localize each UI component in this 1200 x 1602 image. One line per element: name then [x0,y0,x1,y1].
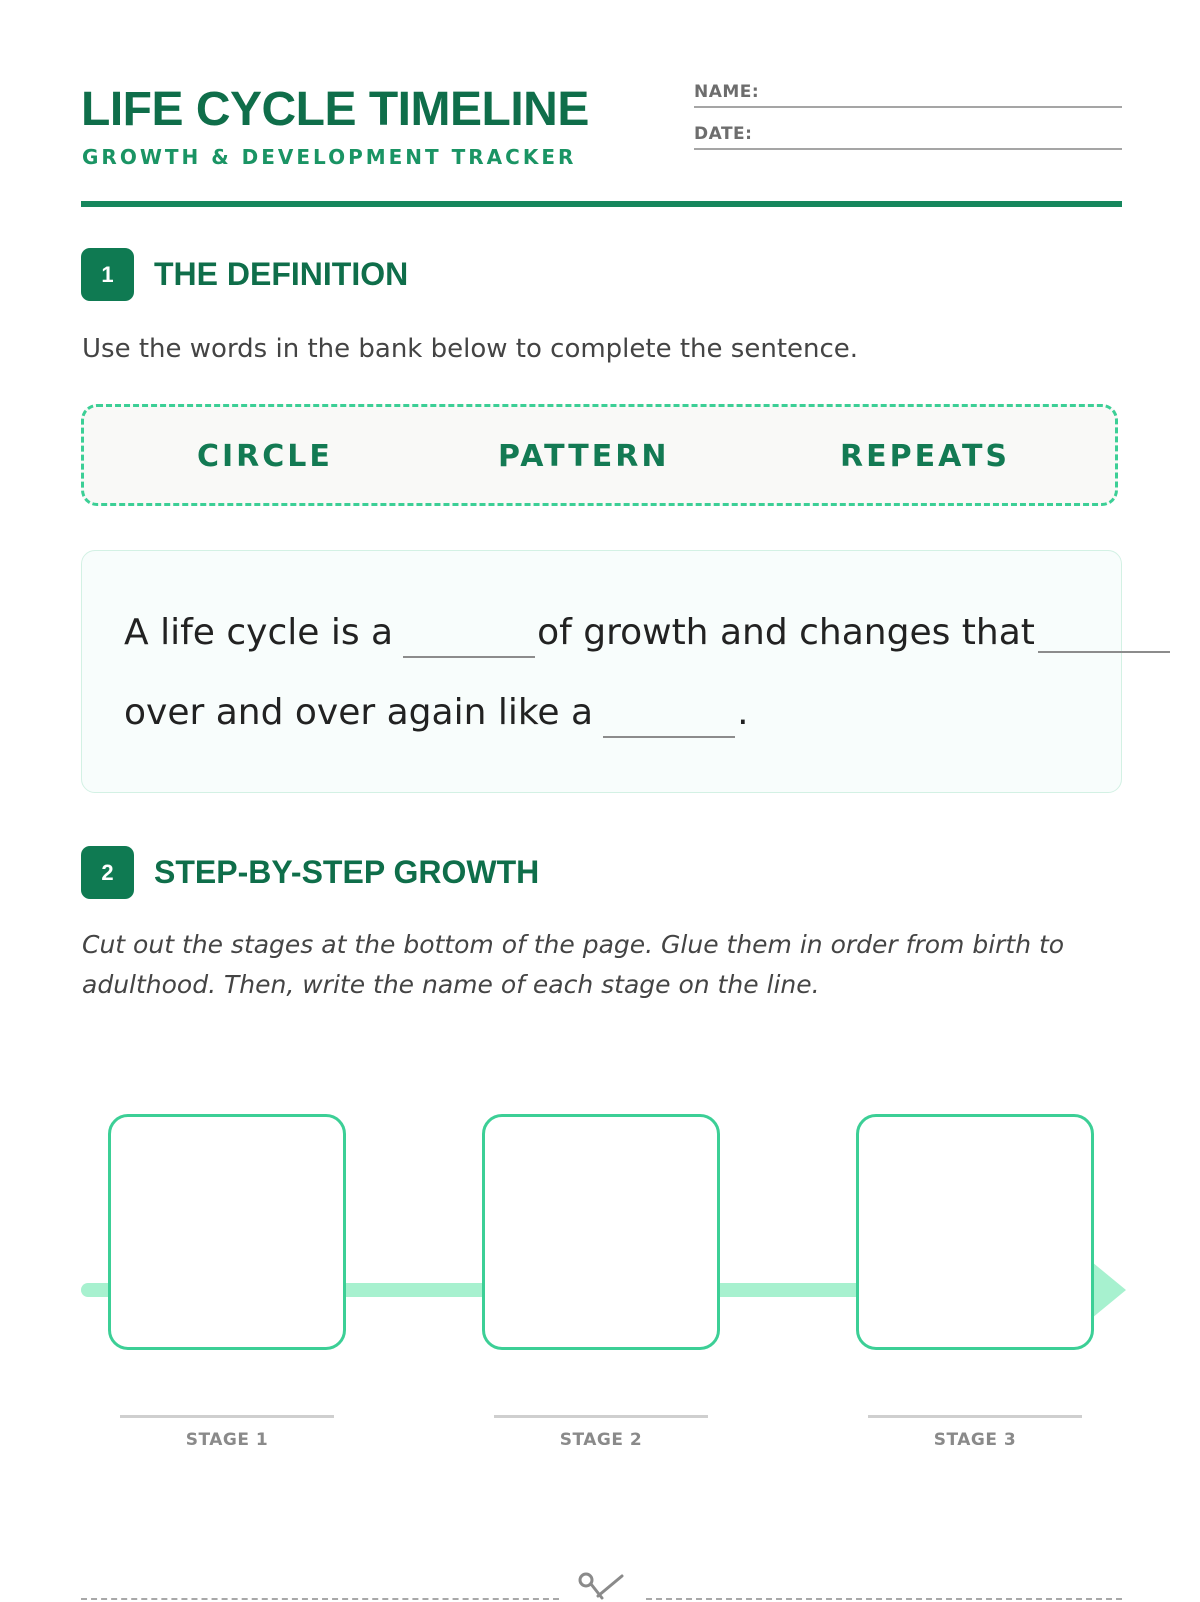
page-subtitle: GROWTH & DEVELOPMENT TRACKER [82,145,577,169]
word-bank-item: CIRCLE [197,439,333,474]
name-label: NAME: [694,82,760,102]
timeline-arrow-icon [1092,1262,1126,1318]
stage-box-3[interactable] [856,1114,1094,1350]
date-label: DATE: [694,124,753,144]
word-bank [81,404,1118,506]
sentence-line [124,691,749,738]
page-title: LIFE CYCLE TIMELINE [81,83,589,136]
sentence-line [124,611,1035,658]
sentence-text: A life cycle is a [124,612,394,653]
growth-instruction: Cut out the stages at the bottom of the page. Glue them in order from birth to adulthood. Then, write the name of each stage on the line. [82,930,1065,999]
sentence-text: over and over again like a [124,692,594,733]
answer-blank[interactable] [403,652,535,658]
scissors-icon [576,1572,632,1602]
section-title-growth: STEP-BY-STEP GROWTH [154,854,540,890]
word-bank-item: PATTERN [498,439,670,474]
word-bank-item: REPEATS [840,439,1011,474]
definition-instruction: Use the words in the bank below to complete the sentence. [82,334,859,364]
stage-box-1[interactable] [108,1114,346,1350]
sentence-box [81,550,1122,793]
section-number-badge: 1 [81,248,134,301]
name-field[interactable] [694,82,1122,108]
header-divider [81,201,1122,207]
stage-name-line-3[interactable] [868,1415,1082,1418]
stage-label-3: STAGE 3 [933,1430,1017,1450]
stage-name-line-1[interactable] [120,1415,334,1418]
date-field[interactable] [694,124,1122,150]
sentence-text: of growth and changes that [537,612,1035,653]
stage-box-2[interactable] [482,1114,720,1350]
sentence-text: . [737,692,749,733]
section-title-definition: THE DEFINITION [154,256,409,292]
section-number-badge: 2 [81,846,134,899]
answer-blank[interactable] [1038,647,1170,653]
stage-name-line-2[interactable] [494,1415,708,1418]
stage-label-2: STAGE 2 [559,1430,643,1450]
answer-blank[interactable] [603,732,735,738]
stage-label-1: STAGE 1 [185,1430,269,1450]
